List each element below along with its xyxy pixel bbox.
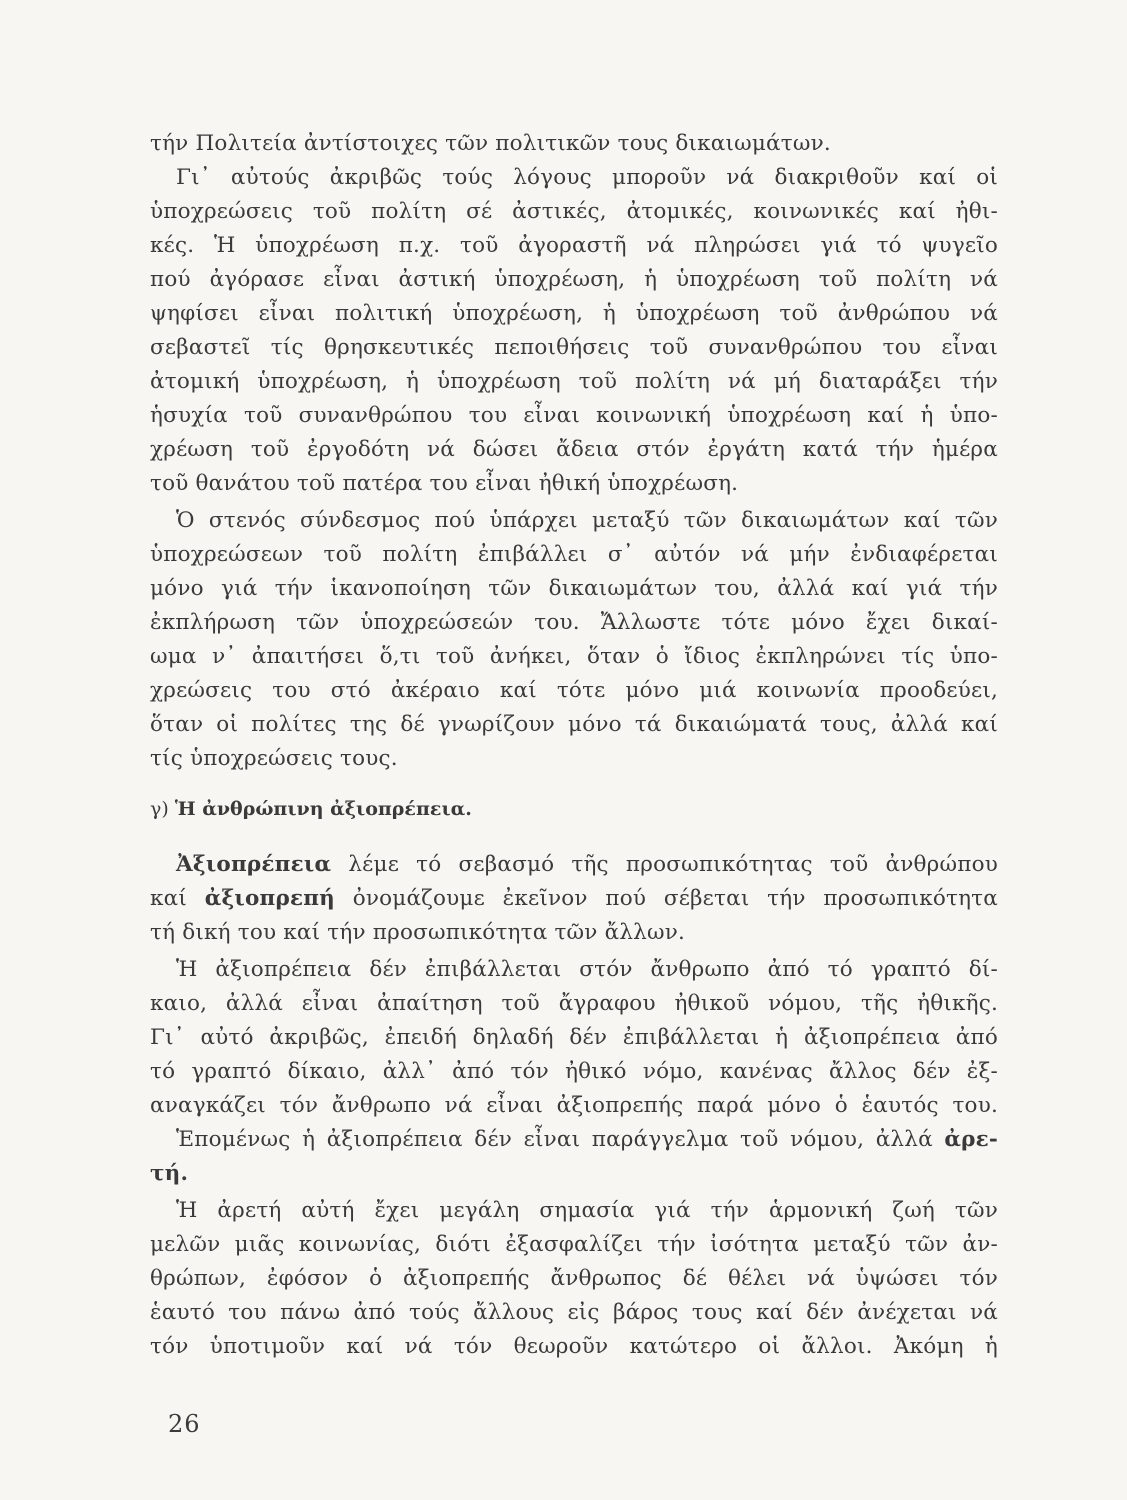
text-line: τή δική του καί τήν προσωπικότητα τῶν ἄλλων. (150, 920, 686, 945)
text-line: σεβαστεῖ τίς θρησκευτικές πεποιθήσεις τοῦ συνανθρώπου του εἶναι (150, 335, 998, 360)
text-line: ψηφίσει εἶναι πολιτική ὑποχρέωση, ἡ ὑποχρέωση τοῦ ἀνθρώπου νά (150, 301, 998, 326)
text-line: ἐκπλήρωση τῶν ὑποχρεώσεών του. Ἄλλωστε τότε μόνο ἔχει δικαί- (150, 610, 998, 635)
text-line: ἀτομική ὑποχρέωση, ἡ ὑποχρέωση τοῦ πολίτη νά μή διαταράξει τήν (150, 369, 998, 394)
text-line: μόνο γιά τήν ἱκανοποίηση τῶν δικαιωμάτων του, ἀλλά καί γιά τήν (150, 576, 998, 601)
text-line: αναγκάζει τόν ἄνθρωπο νά εἶναι ἀξιοπρεπής παρά μόνο ὁ ἑαυτός του. (150, 1093, 998, 1118)
text-span: ὀνομάζουμε ἐκεῖνον πού σέβεται τήν προσωπικότητα (335, 886, 998, 911)
text-line (150, 882, 998, 916)
text-span: λέμε τό σεβασμό τῆς προσωπικότητας τοῦ ἀνθρώπου (331, 852, 998, 877)
section-title: Ἡ ἀνθρώπινη ἀξιοπρέπεια. (174, 798, 472, 820)
text-line: κές. Ἡ ὑποχρέωση π.χ. τοῦ ἀγοραστῆ νά πληρώσει γιά τό ψυγεῖο (150, 233, 998, 258)
text-line: χρεώσεις του στό ἀκέραιο καί τότε μόνο μιά κοινωνία προοδεύει, (150, 678, 998, 703)
text-line: Γι᾽ αὐτό ἀκριβῶς, ἐπειδή δηλαδή δέν ἐπιβάλλεται ἡ ἀξιοπρέπεια ἀπό (150, 1025, 998, 1050)
bold-term: ἀρε- (944, 1127, 998, 1152)
text-line: τοῦ θανάτου τοῦ πατέρα του εἶναι ἠθική ὑποχρέωση. (150, 471, 739, 496)
text-line: Ἡ ἀξιοπρέπεια δέν ἐπιβάλλεται στόν ἄνθρωπο ἀπό τό γραπτό δί- (176, 957, 998, 982)
text-line (176, 848, 998, 882)
text-line: Γι᾽ αὐτούς ἀκριβῶς τούς λόγους μποροῦν νά διακριθοῦν καί οἱ (176, 165, 998, 190)
text-span: Ἑπομένως ἡ ἀξιοπρέπεια δέν εἶναι παράγγελμα τοῦ νόμου, ἀλλά (176, 1127, 945, 1152)
text-line: Ὁ στενός σύνδεσμος πού ὑπάρχει μεταξύ τῶν δικαιωμάτων καί τῶν (176, 508, 998, 533)
text-line: ἡσυχία τοῦ συνανθρώπου του εἶναι κοινωνική ὑποχρέωση καί ἡ ὑπο- (150, 403, 998, 428)
text-line: χρέωση τοῦ ἐργοδότη νά δώσει ἄδεια στόν ἐργάτη κατά τήν ἡμέρα (150, 437, 998, 462)
bold-term: τή. (150, 1161, 189, 1186)
text-line: Ἡ ἀρετή αὐτή ἔχει μεγάλη σημασία γιά τήν ἁρμονική ζωή τῶν (176, 1198, 998, 1223)
text-span: καί (150, 886, 205, 911)
text-line: ὅταν οἱ πολίτες της δέ γνωρίζουν μόνο τά δικαιώματά τους, ἀλλά καί (150, 712, 998, 737)
text-line: ωμα ν᾽ ἀπαιτήσει ὅ,τι τοῦ ἀνήκει, ὅταν ὁ ἴδιος ἐκπληρώνει τίς ὑπο- (150, 644, 998, 669)
text-line: ὑποχρεώσεις τοῦ πολίτη σέ ἀστικές, ἀτομικές, κοινωνικές καί ἠθι- (150, 199, 998, 224)
text-line: ἑαυτό του πάνω ἀπό τούς ἄλλους εἰς βάρος τους καί δέν ἀνέχεται νά (150, 1300, 998, 1325)
text-line (176, 1123, 998, 1157)
text-line: τίς ὑποχρεώσεις τους. (150, 746, 398, 771)
bold-term: ἀξιοπρεπή (204, 886, 335, 911)
section-heading (150, 798, 472, 820)
text-line: ὑποχρεώσεων τοῦ πολίτη ἐπιβάλλει σ᾽ αὐτόν νά μήν ἐνδιαφέρεται (150, 542, 998, 567)
text-line: τό γραπτό δίκαιο, ἀλλ᾽ ἀπό τόν ἠθικό νόμο, κανένας ἄλλος δέν ἐξ- (150, 1059, 998, 1084)
text-line: πού ἀγόρασε εἶναι ἀστική ὑποχρέωση, ἡ ὑποχρέωση τοῦ πολίτη νά (150, 267, 998, 292)
text-line: καιο, ἀλλά εἶναι ἀπαίτηση τοῦ ἄγραφου ἠθικοῦ νόμου, τῆς ἠθικῆς. (150, 991, 998, 1016)
text-line: τήν Πολιτεία ἀντίστοιχες τῶν πολιτικῶν τους δικαιωμάτων. (150, 131, 831, 156)
bold-term: Ἀξιοπρέπεια (176, 852, 332, 877)
section-label: γ) (150, 798, 169, 820)
text-line (150, 1157, 998, 1191)
text-line: θρώπων, ἐφόσον ὁ ἀξιοπρεπής ἄνθρωπος δέ θέλει νά ὑψώσει τόν (150, 1266, 998, 1291)
page-number: 26 (168, 1410, 201, 1438)
text-line: τόν ὑποτιμοῦν καί νά τόν θεωροῦν κατώτερο οἱ ἄλλοι. Ἀκόμη ἡ (150, 1334, 998, 1359)
text-line: μελῶν μιᾶς κοινωνίας, διότι ἐξασφαλίζει τήν ἰσότητα μεταξύ τῶν ἀν- (150, 1232, 998, 1257)
